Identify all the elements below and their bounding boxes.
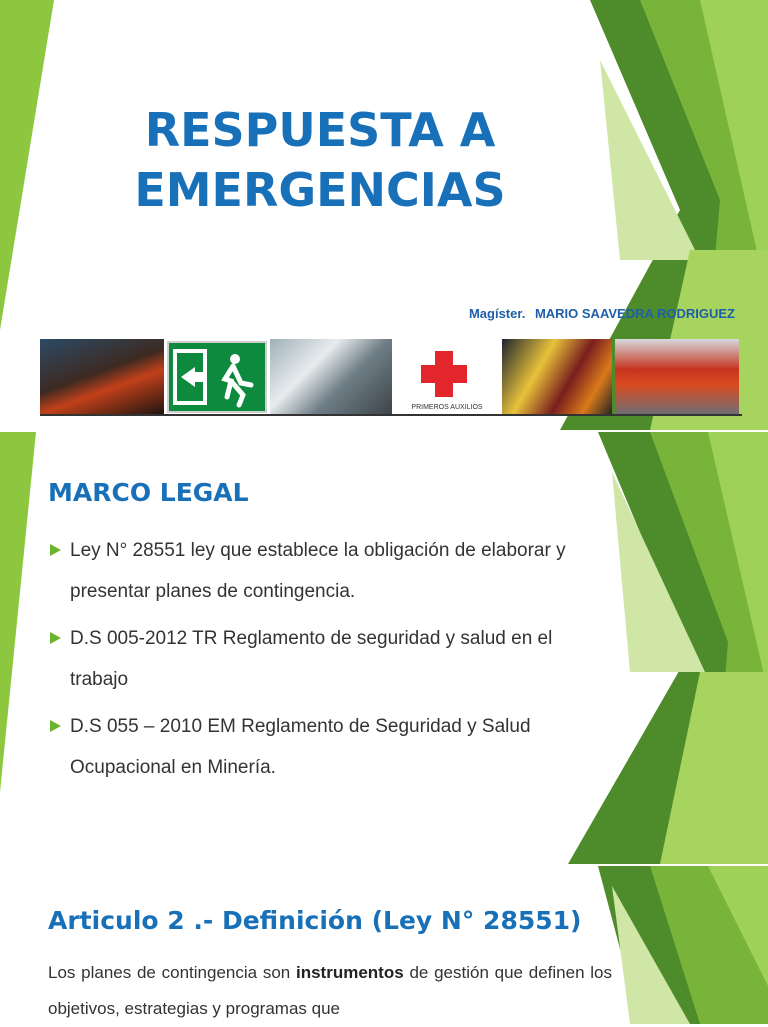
rescue-team-photo [502, 339, 612, 415]
section-heading: MARCO LEGAL [48, 478, 249, 507]
bullet-arrow-icon [50, 544, 61, 556]
list-item: D.S 055 – 2010 EM Reglamento de Seguridad y Salud Ocupacional en Minería. [48, 706, 608, 788]
author-line [469, 306, 735, 321]
hazmat-worker-photo [270, 339, 392, 415]
author-role: Magíster. [468, 306, 526, 321]
slide-title [0, 0, 768, 430]
legal-bullet-list [48, 530, 608, 794]
article-paragraph: Los planes de contingencia son instrumentos de gestión que definen los objetivos, estrategias y programas que [48, 963, 612, 1018]
red-cross-image [395, 339, 499, 415]
strip-underline [40, 414, 742, 416]
slide-title-text: RESPUESTA A EMERGENCIAS [134, 103, 506, 217]
bold-term: instrumentos [296, 963, 404, 982]
first-aid-label: PRIMEROS AUXILIOS [411, 404, 483, 411]
author-name: MARIO SAAVEDRA RODRIGUEZ [534, 306, 735, 321]
brigade-group-photo [615, 339, 739, 415]
bullet-arrow-icon [50, 632, 61, 644]
list-item: Ley N° 28551 ley que establece la obligación de elaborar y presentar planes de contingencia. [48, 530, 608, 612]
article-heading: Articulo 2 .- Definición (Ley N° 28551) [48, 906, 582, 935]
exit-sign-image [167, 339, 267, 415]
oil-fire-photo [40, 339, 164, 415]
photo-strip [40, 339, 742, 415]
bullet-arrow-icon [50, 720, 61, 732]
list-item: D.S 005-2012 TR Reglamento de seguridad y salud en el trabajo [48, 618, 608, 700]
